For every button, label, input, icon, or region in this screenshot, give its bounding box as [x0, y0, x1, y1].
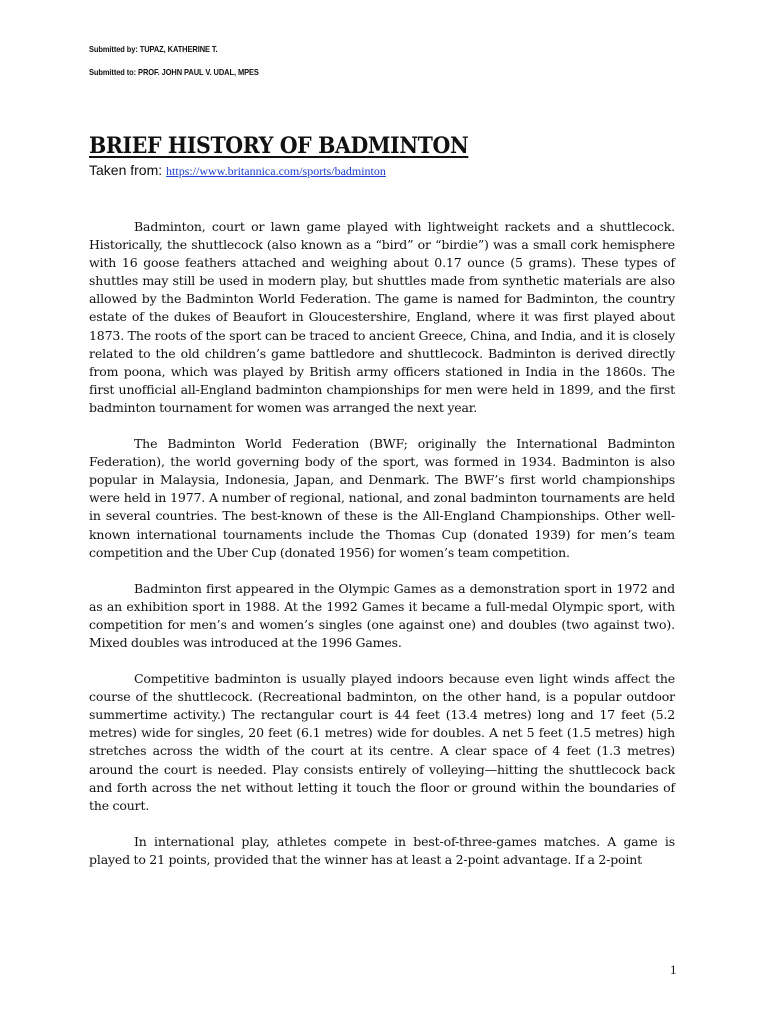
paragraph: The Badminton World Federation (BWF; originally the International Badminton Federation), the world governing body of the sport, was formed in 1934. Badminton is also popular in Malaysia, Indonesia, Japan, and Denmark. The BWF’s first world championships were held in 1977. A number of regional, national, and zonal badminton tournaments are held in several countries. The best-known of these is the All-England Championships. Other well-known international tournaments include the Thomas Cup (donated 1939) for men’s team competition and the Uber Cup (donated 1956) for women’s team competition. — [89, 436, 675, 560]
paragraph: Competitive badminton is usually played indoors because even light winds affect the course of the shuttlecock. (Recreational badminton, on the other hand, is a popular outdoor summertime activity.) The rectangular court is 44 feet (13.4 metres) long and 17 feet (5.2 metres) wide for singles, 20 feet (6.1 metres) wide for doubles. A net 5 feet (1.5 metres) high stretches across the width of the court at its centre. A clear space of 4 feet (1.3 metres) around the court is needed. Play consists entirely of volleying—hitting the shuttlecock back and forth across the net without letting it touch the floor or ground within the boundaries of the court. — [89, 671, 675, 813]
source-link[interactable]: https://www.britannica.com/sports/badminton — [166, 164, 386, 178]
paragraph: Badminton, court or lawn game played with lightweight rackets and a shuttlecock. Historically, the shuttlecock (also known as a “bird” or “birdie”) was a small cork hemisphere with 16 goose feathers attached and weighing about 0.17 ounce (5 grams). These types of shuttles may still be used in modern play, but shuttles made from synthetic materials are also allowed by the Badminton World Federation. The game is named for Badminton, the country estate of the dukes of Beaufort in Gloucestershire, England, where it was first played about 1873. The roots of the sport can be traced to ancient Greece, China, and India, and it is closely related to the old children’s game battledore and shuttlecock. Badminton is derived directly from poona, which was played by British army officers stationed in India in the 1860s. The first unofficial all-England badminton championships for men were held in 1899, and the first badminton tournament for women was arranged the next year. — [89, 219, 675, 415]
submitted-to: Submitted to: PROF. JOHN PAUL V. UDAL, MPES — [89, 67, 259, 77]
document-title: BRIEF HISTORY OF BADMINTON — [89, 133, 469, 159]
paragraph: Badminton first appeared in the Olympic Games as a demonstration sport in 1972 and as an exhibition sport in 1988. At the 1992 Games it became a full-medal Olympic sport, with competition for men’s and women’s singles (one against one) and doubles (two against two). Mixed doubles was introduced at the 1996 Games. — [89, 580, 675, 650]
source-line — [89, 162, 386, 179]
submitted-by: Submitted by: TUPAZ, KATHERINE T. — [89, 44, 218, 54]
paragraph: In international play, athletes compete in best-of-three-games matches. A game is played to 21 points, provided that the winner has at least a 2-point advantage. If a 2-point — [89, 833, 675, 867]
document-body — [89, 218, 675, 887]
source-label: Taken from: — [89, 162, 167, 178]
page-number: 1 — [670, 962, 677, 977]
